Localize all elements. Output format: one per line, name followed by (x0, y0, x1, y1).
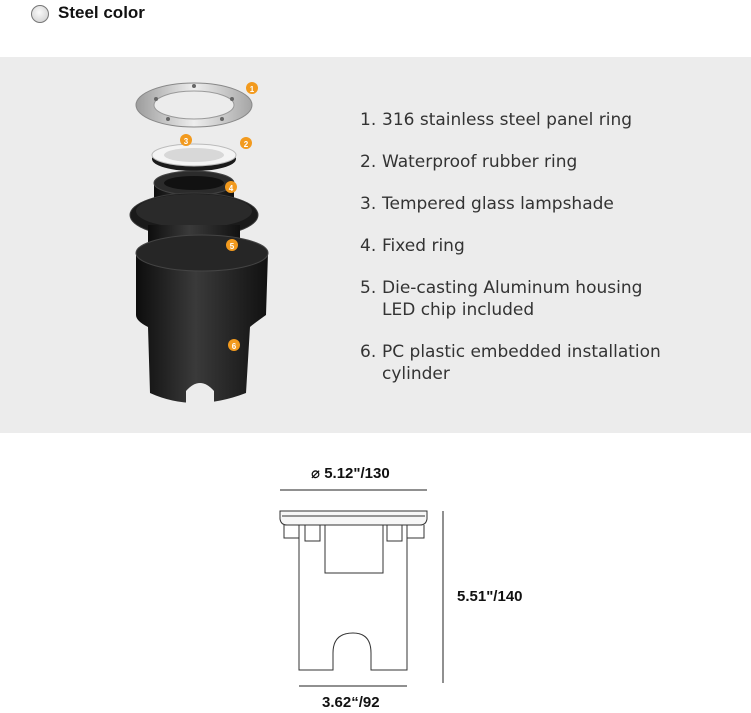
diameter-icon: ⌀ (311, 465, 321, 482)
height-label: 5.51"/140 (457, 588, 523, 605)
svg-text:4: 4 (228, 184, 234, 193)
steel-color-label[interactable]: Steel color (58, 3, 145, 22)
diameter-label: ⌀ 5.12"/130 (311, 465, 390, 482)
color-option-row (0, 0, 751, 57)
callout-6 (228, 339, 240, 351)
exploded-view-illustration (128, 75, 288, 415)
part-item: 1. 316 stainless steel panel ring (360, 110, 633, 130)
bottom-width-label: 3.62“/92 (322, 694, 380, 711)
part-item: 4. Fixed ring (360, 236, 465, 256)
part-item: 6. PC plastic embedded installation cylinder (360, 342, 661, 384)
rubber-ring-and-glass (152, 144, 236, 171)
callout-5 (226, 239, 238, 251)
part-item: 3. Tempered glass lampshade (360, 194, 614, 214)
callout-4 (225, 181, 237, 193)
svg-text:3: 3 (183, 137, 189, 146)
steel-panel-ring (136, 83, 252, 127)
installation-cylinder (136, 235, 268, 409)
parts-section (0, 57, 751, 433)
svg-text:5: 5 (229, 242, 235, 251)
callout-1 (246, 82, 258, 94)
callout-2 (240, 137, 252, 149)
part-item: 5. Die-casting Aluminum housing LED chip included (360, 278, 643, 320)
dimension-section (0, 433, 751, 713)
steel-color-radio[interactable] (31, 5, 49, 23)
dimension-drawing (270, 483, 450, 693)
callout-3 (180, 134, 192, 146)
svg-text:2: 2 (243, 140, 249, 149)
part-item: 2. Waterproof rubber ring (360, 152, 578, 172)
svg-text:1: 1 (249, 85, 255, 94)
svg-text:6: 6 (231, 342, 237, 351)
parts-list (360, 109, 720, 405)
